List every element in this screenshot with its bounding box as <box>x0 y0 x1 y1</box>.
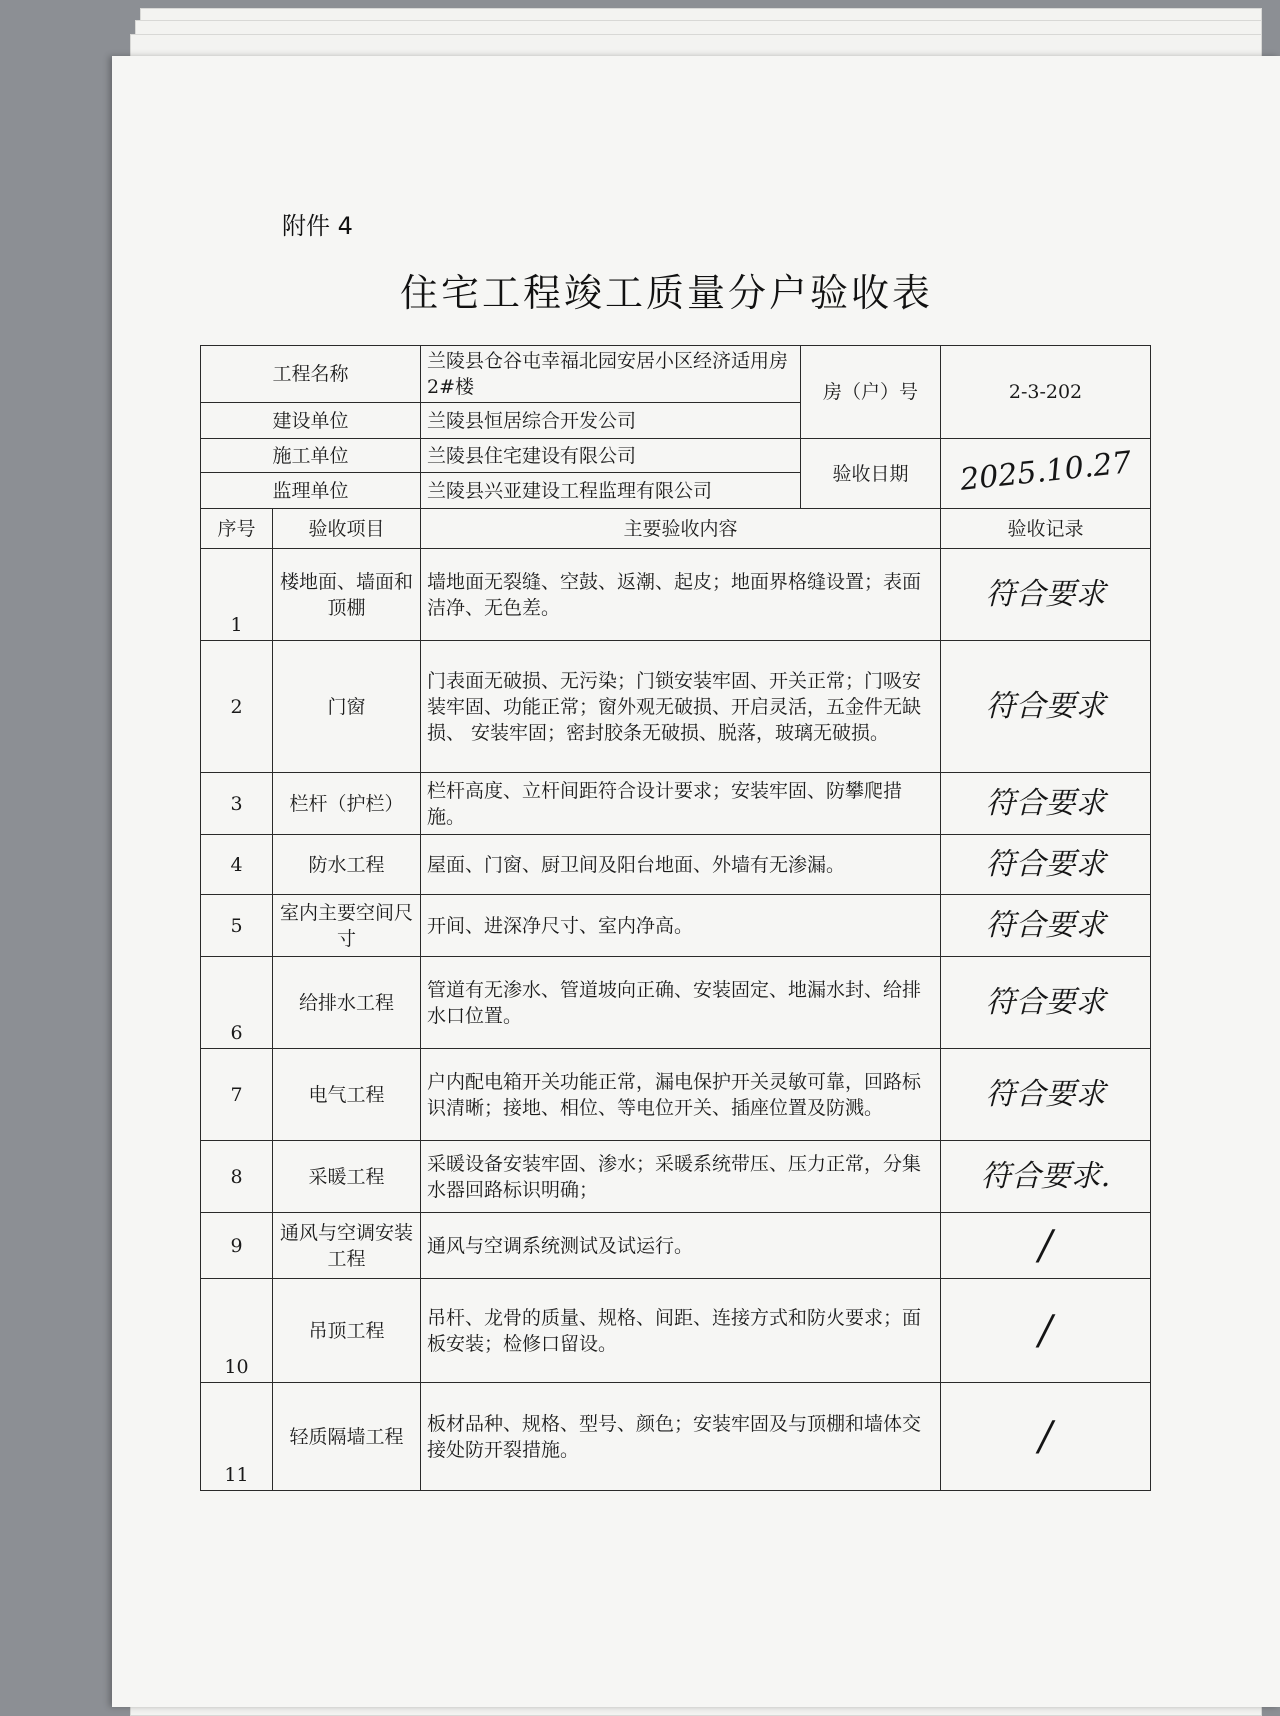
row-content: 栏杆高度、立杆间距符合设计要求；安装牢固、防攀爬措施。 <box>421 773 941 835</box>
col-header-item: 验收项目 <box>273 509 421 549</box>
row-item: 防水工程 <box>273 835 421 895</box>
table-row <box>201 641 1151 773</box>
row-record-signature: 符合要求 <box>941 1049 1151 1141</box>
row-content: 屋面、门窗、厨卫间及阳台地面、外墙有无渗漏。 <box>421 835 941 895</box>
row-no: 6 <box>201 957 273 1049</box>
developer-label: 建设单位 <box>201 403 421 439</box>
row-record-signature: 符合要求 <box>941 641 1151 773</box>
table-row <box>201 835 1151 895</box>
row-no: 9 <box>201 1213 273 1279</box>
table-row <box>201 1049 1151 1141</box>
row-item: 门窗 <box>273 641 421 773</box>
row-content: 墙地面无裂缝、空鼓、返潮、起皮；地面界格缝设置；表面洁净、无色差。 <box>421 549 941 641</box>
inspection-table <box>200 345 1151 1491</box>
supervisor-label: 监理单位 <box>201 473 421 509</box>
row-item: 楼地面、墙面和顶棚 <box>273 549 421 641</box>
row-no: 4 <box>201 835 273 895</box>
row-content: 采暖设备安装牢固、渗水；采暖系统带压、压力正常，分集水器回路标识明确； <box>421 1141 941 1213</box>
col-header-content: 主要验收内容 <box>421 509 941 549</box>
row-item: 电气工程 <box>273 1049 421 1141</box>
table-row <box>201 1279 1151 1383</box>
table-row <box>201 1213 1151 1279</box>
table-row <box>201 773 1151 835</box>
row-content: 板材品种、规格、型号、颜色；安装牢固及与顶棚和墙体交接处防开裂措施。 <box>421 1383 941 1491</box>
row-no: 7 <box>201 1049 273 1141</box>
row-record-mark: / <box>941 1383 1151 1491</box>
row-content: 开间、进深净尺寸、室内净高。 <box>421 895 941 957</box>
row-content: 吊杆、龙骨的质量、规格、间距、连接方式和防火要求；面板安装；检修口留设。 <box>421 1279 941 1383</box>
row-no: 8 <box>201 1141 273 1213</box>
supervisor-value: 兰陵县兴亚建设工程监理有限公司 <box>421 473 801 509</box>
row-no: 3 <box>201 773 273 835</box>
row-item: 采暖工程 <box>273 1141 421 1213</box>
row-no: 5 <box>201 895 273 957</box>
row-no: 10 <box>201 1279 273 1383</box>
date-cell <box>941 439 1151 509</box>
row-no: 11 <box>201 1383 273 1491</box>
table-row <box>201 549 1151 641</box>
row-record-signature: 符合要求 <box>941 835 1151 895</box>
row-no: 2 <box>201 641 273 773</box>
project-name-value: 兰陵县仓谷屯幸福北园安居小区经济适用房2#楼 <box>421 346 801 403</box>
table-row <box>201 957 1151 1049</box>
room-label: 房（户）号 <box>801 346 941 439</box>
developer-value: 兰陵县恒居综合开发公司 <box>421 403 801 439</box>
row-record-signature: 符合要求 <box>941 549 1151 641</box>
row-item: 给排水工程 <box>273 957 421 1049</box>
row-item: 室内主要空间尺寸 <box>273 895 421 957</box>
table-row <box>201 1383 1151 1491</box>
document-title: 住宅工程竣工质量分户验收表 <box>400 271 934 315</box>
col-header-no: 序号 <box>201 509 273 549</box>
handwritten-date: 2025.10.27 <box>958 445 1133 498</box>
row-item: 轻质隔墙工程 <box>273 1383 421 1491</box>
constructor-value: 兰陵县住宅建设有限公司 <box>421 439 801 473</box>
col-header-record: 验收记录 <box>941 509 1151 549</box>
project-name-label: 工程名称 <box>201 346 421 403</box>
table-row <box>201 1141 1151 1213</box>
date-label: 验收日期 <box>801 439 941 509</box>
room-value: 2-3-202 <box>941 346 1151 439</box>
row-content: 管道有无渗水、管道坡向正确、安装固定、地漏水封、给排水口位置。 <box>421 957 941 1049</box>
row-content: 门表面无破损、无污染；门锁安装牢固、开关正常；门吸安装牢固、功能正常；窗外观无破损、开启灵活，五金件无缺损、 安装牢固；密封胶条无破损、脱落，玻璃无破损。 <box>421 641 941 773</box>
row-record-signature: 符合要求. <box>941 1141 1151 1213</box>
row-record-signature: 符合要求 <box>941 895 1151 957</box>
row-record-signature: 符合要求 <box>941 957 1151 1049</box>
table-row <box>201 895 1151 957</box>
row-content: 通风与空调系统测试及试运行。 <box>421 1213 941 1279</box>
row-item: 吊顶工程 <box>273 1279 421 1383</box>
row-item: 栏杆（护栏） <box>273 773 421 835</box>
row-item: 通风与空调安装工程 <box>273 1213 421 1279</box>
row-no: 1 <box>201 549 273 641</box>
attachment-label: 附件 4 <box>282 212 353 240</box>
row-content: 户内配电箱开关功能正常，漏电保护开关灵敏可靠，回路标识清晰；接地、相位、等电位开关、插座位置及防溅。 <box>421 1049 941 1141</box>
row-record-mark: / <box>941 1279 1151 1383</box>
row-record-signature: 符合要求 <box>941 773 1151 835</box>
constructor-label: 施工单位 <box>201 439 421 473</box>
row-record-mark: / <box>941 1213 1151 1279</box>
